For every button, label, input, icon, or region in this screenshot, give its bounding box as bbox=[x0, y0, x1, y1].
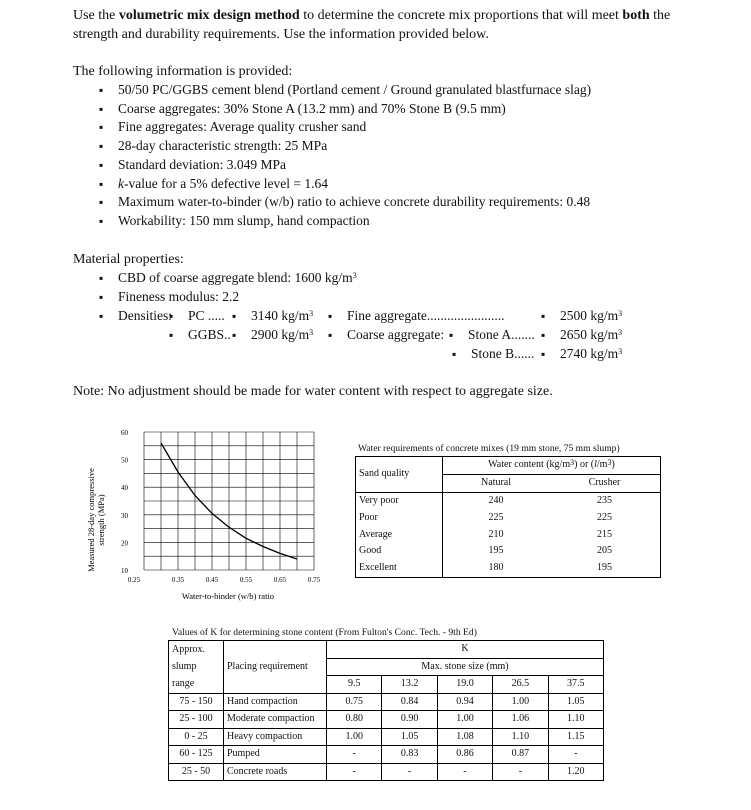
given-item-strength: ▪ 28-day characteristic strength: 25 MPa bbox=[118, 137, 327, 156]
density-fine-value: ▪ 2500 $kg/m^3$ bbox=[560, 307, 622, 326]
material-heading: Material properties: bbox=[73, 252, 184, 267]
k-head-max: Max. stone size (mm) bbox=[327, 658, 604, 676]
density-ggbs-value: ▪ 2900 $kg/m^3$ bbox=[251, 326, 313, 345]
given-item-sd: ▪ Standard deviation: 3.049 MPa bbox=[118, 156, 286, 175]
material-fm: ▪ Fineness modulus: 2.2 bbox=[118, 288, 239, 307]
density-pc-value: ▪ 3140 $kg/m^3$ bbox=[251, 307, 313, 326]
strength-wb-chart bbox=[84, 420, 354, 620]
k-table bbox=[168, 640, 604, 781]
table-row: Good 195 205 bbox=[356, 543, 661, 560]
chart-ticks bbox=[121, 429, 321, 584]
given-item-kvalue: ▪ k-value for a 5% defective level = 1.64 bbox=[118, 175, 328, 194]
chart-xtick-label: 0.45 bbox=[205, 576, 219, 584]
k-head-slump-1: Approx. bbox=[169, 641, 224, 659]
density-stoneA-value: ▪ 2650 $kg/m^3$ bbox=[560, 326, 622, 345]
chart-ylabel-1: Measured 28-day compressive bbox=[86, 468, 96, 572]
chart-ylabel-2: strength (MPa) bbox=[96, 494, 106, 546]
density-fine-label: ▪ Fine aggregate....................... bbox=[347, 307, 504, 326]
material-cbd: ▪ CBD of coarse aggregate blend: 1600 $kg/m^3$ bbox=[118, 269, 357, 288]
given-item-wb: ▪ Maximum water-to-binder (w/b) ratio to achieve concrete durability requirements: 0.48 bbox=[118, 193, 590, 212]
chart-xtick-label: 0.65 bbox=[273, 576, 287, 584]
chart-xtick-label: 0.35 bbox=[171, 576, 185, 584]
intro-bold-both: both bbox=[622, 8, 650, 23]
k-size-265: 26.5 bbox=[493, 676, 548, 694]
k-size-132: 13.2 bbox=[382, 676, 437, 694]
k-head-k: K bbox=[327, 641, 604, 659]
given-item-coarse: ▪ Coarse aggregates: 30% Stone A (13.2 mm) and 70% Stone B (9.5 mm) bbox=[118, 100, 506, 119]
chart-xtick-label: 0.25 bbox=[127, 576, 141, 584]
density-stoneB-label: ▪ Stone B...... bbox=[471, 345, 534, 364]
table-row: Very poor 240 235 bbox=[356, 492, 661, 509]
k-head-placing-blank bbox=[224, 641, 327, 659]
chart-grid bbox=[144, 432, 314, 570]
chart-ytick-label: 30 bbox=[121, 511, 128, 520]
chart-ytick-label: 10 bbox=[121, 567, 128, 575]
table-row: Average 210 215 bbox=[356, 526, 661, 543]
chart-ytick-label: 40 bbox=[121, 484, 128, 493]
chart-xtick-label: 0.75 bbox=[307, 576, 321, 584]
k-head-placing: Placing requirement bbox=[224, 658, 327, 676]
water-col-sand: Sand quality bbox=[356, 457, 443, 493]
table-row: Poor 225 225 bbox=[356, 509, 661, 526]
material-densities-label: ▪ Densities: bbox=[118, 307, 172, 326]
intro-line-2: strength and durability requirements. Use the information provided below. bbox=[73, 27, 489, 42]
chart-ytick-label: 60 bbox=[121, 429, 128, 437]
chart-xlabel: Water-to-binder (w/b) ratio bbox=[181, 591, 275, 601]
water-col-natural: Natural bbox=[443, 474, 550, 492]
table-row: 60 - 125 Pumped - 0.83 0.86 0.87 - bbox=[169, 746, 604, 764]
k-size-190: 19.0 bbox=[437, 676, 492, 694]
chart-ytick-label: 20 bbox=[121, 539, 128, 548]
k-size-375: 37.5 bbox=[548, 676, 603, 694]
k-head-slump-2: slump bbox=[169, 658, 224, 676]
density-stoneB-value: ▪ 2740 $kg/m^3$ bbox=[560, 345, 622, 364]
given-item-workability: ▪ Workability: 150 mm slump, hand compaction bbox=[118, 212, 370, 231]
intro-line-1: Use the volumetric mix design method to determine the concrete mix proportions that will meet both the bbox=[73, 8, 671, 23]
density-ggbs-label: ▪ GGBS.. bbox=[188, 326, 231, 345]
table-row: 75 - 150 Hand compaction 0.75 0.84 0.94 1.00 1.05 bbox=[169, 693, 604, 711]
table-row: 25 - 100 Moderate compaction 0.80 0.90 1.00 1.06 1.10 bbox=[169, 711, 604, 729]
table-row: Excellent 180 195 bbox=[356, 560, 661, 577]
table-row: 0 - 25 Heavy compaction 1.00 1.05 1.08 1.10 1.15 bbox=[169, 728, 604, 746]
given-item-fine: ▪ Fine aggregates: Average quality crusher sand bbox=[118, 118, 366, 137]
k-head-slump-3: range bbox=[169, 676, 224, 694]
intro-bold-method: volumetric mix design method bbox=[118, 8, 300, 23]
water-table-title: Water requirements of concrete mixes (19 mm stone, 75 mm slump) bbox=[358, 443, 620, 454]
k-size-95: 9.5 bbox=[327, 676, 382, 694]
density-stoneA-label: ▪ Stone A....... bbox=[468, 326, 535, 345]
given-heading: The following information is provided: bbox=[73, 64, 293, 79]
water-col-crusher: Crusher bbox=[549, 474, 660, 492]
water-table bbox=[355, 456, 661, 578]
note: Note: No adjustment should be made for water content with respect to aggregate size. bbox=[73, 384, 553, 399]
k-table-title: Values of K for determining stone content (From Fulton's Conc. Tech. - 9th Ed) bbox=[172, 627, 477, 638]
chart-xtick-label: 0.55 bbox=[239, 576, 253, 584]
density-coarse-label: ▪ Coarse aggregate: bbox=[347, 326, 444, 345]
given-item-cement: ▪ 50/50 PC/GGBS cement blend (Portland cement / Ground granulated blastfurnace slag) bbox=[118, 81, 591, 100]
table-row: 25 - 50 Concrete roads - - - - 1.20 bbox=[169, 763, 604, 781]
water-col-group: Water content $(kg/m^3)$ or $(l/m^3)$ bbox=[443, 457, 661, 475]
density-pc-label: ▪ PC ..... bbox=[188, 307, 225, 326]
chart-ytick-label: 50 bbox=[121, 456, 128, 465]
